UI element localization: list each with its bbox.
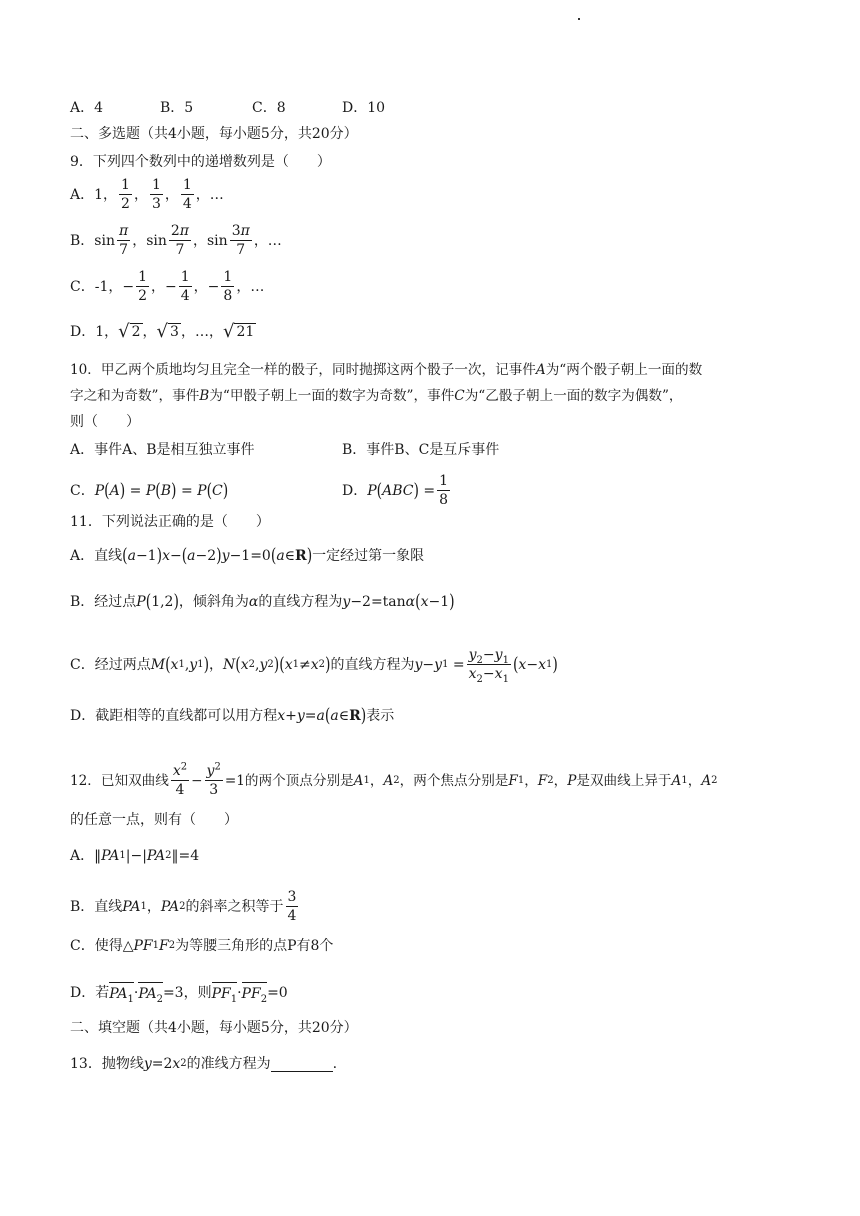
q10-stem-line-3: 则（ ） (70, 414, 140, 430)
q9-c-frac-1: $\frac{1}{2}$ (138, 269, 148, 304)
q12-text-2: 的两个顶点分别是 (244, 772, 354, 789)
q11-b-mid2: 的直线方程为 (258, 594, 343, 610)
q10-text-3: 字之和为奇数”，事件 (70, 388, 200, 404)
q10-event-a: A (535, 362, 546, 378)
q10-text-5: 为“乙骰子朝上一面的数字为偶数”， (464, 388, 683, 404)
q8-option-a: A．4 (70, 100, 104, 116)
q11-d-prefix: D．截距相等的直线都可以用方程 (70, 708, 278, 724)
sqrt-3: √ 3 (156, 321, 179, 342)
q9-b-frac-2: $\frac{2\pi}{7}$ (170, 223, 189, 258)
q9-d-prefix: D．1， (70, 324, 119, 340)
q12-option-a: A． ‖ PA 1 |−| PA 2 ‖=4 (70, 848, 200, 864)
q9-c-prefix: C．-1， (70, 278, 123, 295)
q10-option-b: B．事件B、C是互斥事件 (342, 442, 500, 458)
q9-stem: 9．下列四个数列中的递增数列是（ ） (70, 154, 331, 170)
q11-option-b: B．经过点 P ( 1,2 ) ，倾斜角为 α 的直线方程为 y −2=tan α ( x −1 ) (70, 591, 455, 613)
q9-option-a: A．1， $\frac{1}{2}$ ， $\frac{1}{3}$ ， $\frac{1}{4}$ ，… (70, 177, 224, 212)
q12-d-prefix: D．若 (70, 985, 110, 1001)
q9-b-frac-1: $\frac{\pi}{7}$ (118, 223, 129, 258)
section-fill-heading: 二、填空题（共4小题，每小题5分，共20分） (70, 1020, 358, 1036)
q10-text-2: 为“两个骰子朝上一面的数 (545, 362, 703, 378)
q10-c-prefix: C． (70, 482, 95, 499)
page-dot (578, 18, 580, 20)
q12-option-b: B．直线 PA 1 ， PA 2 的斜率之积等于 $\frac{3}{4}$ (70, 889, 297, 924)
q9-option-d: D．1， √ 2 ， √ 3 ，…， √ 21 (70, 321, 255, 342)
q12-option-d: D．若 $PA_1$ · $PA_2$ =3 ，则 $PF_1$ · $PF_2$ =0 (70, 982, 288, 1004)
q9-c-frac-3: $\frac{1}{8}$ (223, 269, 233, 304)
q10-option-c: C． P ( A ) = P ( B ) = P ( C ) (70, 479, 229, 502)
q12-text-4: 是双曲线上异于 (576, 772, 672, 789)
q12-d-mid: ，则 (183, 985, 212, 1001)
q10-d-prefix: D． (342, 482, 368, 499)
q9-a-frac-1: $\frac{1}{2}$ (121, 177, 130, 212)
q9-b-frac-3: $\frac{3\pi}{7}$ (231, 223, 250, 258)
q13-prefix: 13．抛物线 (70, 1056, 144, 1072)
q8-option-d: D．10 (342, 100, 386, 116)
q9-option-b: B． sin $\frac{\pi}{7}$ ， sin $\frac{2\pi}{7}$ ， sin $\frac{3\pi}{7}$ ，… (70, 223, 282, 258)
q11-option-c: C．经过两点 M ( x 1 , y 1 ) ， N ( x 2 , y 2 ) ( x 1 ≠ x 2 ) 的直线方程为 y − y 1 = $\frac{y_2-y_1}{x_2-x_1}$ ( x − x 1 ) (70, 647, 558, 685)
q13: 13．抛物线 y =2 x 2 的准线方程为 . (70, 1056, 338, 1072)
q10-options-ab (70, 440, 499, 460)
q13-answer-blank[interactable] (271, 1057, 333, 1072)
q10-option-a: A．事件A、B是相互独立事件 (70, 442, 255, 458)
sqrt-21: √ 21 (222, 321, 255, 342)
q11-b-prefix: B．经过点 (70, 594, 137, 610)
q8-options (70, 98, 385, 118)
q10-event-b: B (199, 388, 210, 404)
q11-stem: 11．下列说法正确的是（ ） (70, 514, 270, 530)
q12-c-prefix: C．使得 (70, 938, 123, 954)
q13-suffix: 的准线方程为 (186, 1056, 271, 1072)
q12-stem-line-1: 12．已知双曲线 $\frac{x^2}{4}$ − $\frac{y^2}{3}$ =1 的两个顶点分别是 A 1 ， A 2 ，两个焦点分别是 F 1 ， F 2 ， P 是双曲线上异于 A 1 ， A 2 (70, 761, 718, 798)
q11-option-d: D．截距相等的直线都可以用方程 x + y = a ( a ∈ R ) 表示 (70, 705, 395, 727)
q8-option-c: C．8 (252, 100, 286, 116)
q11-option-a: A．直线 ( a −1 ) x − ( a −2 ) y −1=0 ( a ∈ R ) 一定经过第一象限 (70, 545, 425, 567)
q11-d-suffix: 表示 (366, 708, 395, 724)
q13-end: . (332, 1056, 338, 1072)
q9-a-prefix: A．1， (70, 186, 118, 203)
q10-text-4: 为“甲骰子朝上一面的数字为奇数”，事件 (209, 388, 455, 404)
q12-a-prefix: A． (70, 848, 95, 864)
q12-text-3: ，两个焦点分别是 (399, 772, 509, 789)
q12-text-1: 12．已知双曲线 (70, 772, 169, 789)
section-multi-heading: 二、多选题（共4小题，每小题5分，共20分） (70, 126, 358, 142)
q11-a-suffix: 一定经过第一象限 (312, 548, 425, 564)
q9-b-prefix: B． (70, 232, 95, 249)
q11-c-mid: 的直线方程为 (330, 656, 415, 673)
q12-option-c: C．使得 △ PF 1 F 2 为等腰三角形的点P有8个 (70, 938, 334, 954)
q8-option-b: B．5 (160, 100, 194, 116)
q12-b-suffix: 的斜率之积等于 (185, 898, 284, 915)
q12-stem-line-2: 的任意一点，则有（ ） (70, 812, 238, 828)
q9-c-frac-2: $\frac{1}{4}$ (180, 269, 190, 304)
q10-option-d: D． P ( ABC ) = $\frac{1}{8}$ (342, 473, 449, 508)
q11-c-prefix: C．经过两点 (70, 656, 151, 673)
q10-stem-line-2 (70, 386, 683, 406)
q11-a-prefix: A．直线 (70, 548, 123, 564)
q10-text-1: 10．甲乙两个质地均匀且完全一样的骰子，同时抛掷这两个骰子一次，记事件 (70, 362, 536, 378)
q12-c-suffix: 为等腰三角形的点P有8个 (175, 938, 334, 954)
q9-a-frac-2: $\frac{1}{3}$ (151, 177, 161, 212)
q10-options-cd (70, 474, 452, 507)
q11-b-mid: ，倾斜角为 (178, 594, 249, 610)
q9-a-frac-3: $\frac{1}{4}$ (182, 177, 192, 212)
q10-stem-line-1 (70, 360, 702, 380)
q10-event-c: C (454, 388, 465, 404)
q9-option-c: C．-1， − $\frac{1}{2}$ ， − $\frac{1}{4}$ ， − $\frac{1}{8}$ ，… (70, 269, 265, 304)
q12-b-prefix: B．直线 (70, 898, 123, 915)
sqrt-2: √ 2 (118, 321, 141, 342)
